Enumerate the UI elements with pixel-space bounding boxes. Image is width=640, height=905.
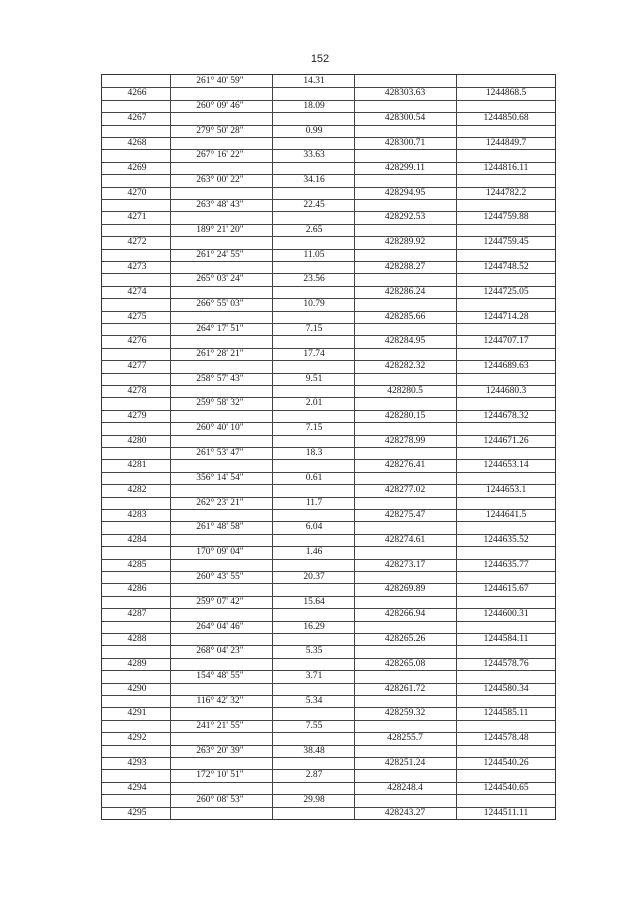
direction-angle-cell: 154° 48' 55" [196,671,244,682]
distance-cell: 11.7 [305,497,323,508]
y-coordinate-cell: 1244653.14 [483,460,529,471]
point-number-cell: 4282 [127,485,147,496]
y-coordinate-cell: 1244641.5 [485,510,527,520]
x-coordinate-cell: 428278.99 [384,435,426,446]
point-number-cell: 4280 [127,435,147,446]
x-coordinate-cell: 428284.95 [384,336,426,347]
point-number-cell: 4266 [127,88,147,99]
y-coordinate-cell: 1244671.26 [483,435,529,446]
x-coordinate-cell: 428299.11 [384,162,426,173]
direction-angle-cell: 241° 21' 55" [196,720,244,731]
x-coordinate-cell: 428275.47 [384,510,426,520]
point-number-cell: 4269 [127,162,147,173]
distance-cell: 7.15 [305,324,323,334]
y-coordinate-cell: 1244635.52 [483,534,529,545]
distance-cell: 18.09 [303,100,325,111]
x-coordinate-cell: 428251.24 [384,758,426,768]
x-coordinate-cell: 428294.95 [384,187,426,198]
y-coordinate-cell: 1244615.67 [483,584,529,595]
y-coordinate-cell: 1244578.48 [483,733,529,744]
x-coordinate-cell: 428280.5 [387,386,423,396]
distance-cell: 3.71 [305,671,323,682]
x-coordinate-cell: 428292.53 [384,212,426,223]
x-coordinate-cell: 428300.71 [384,138,426,148]
point-number-cell: 4284 [127,534,147,545]
y-coordinate-cell: 1244678.32 [483,410,529,421]
point-number-cell: 4286 [127,584,147,595]
point-number-cell: 4295 [127,807,147,818]
x-coordinate-cell: 428259.32 [384,708,426,719]
direction-angle-cell: 261° 28' 21" [196,348,244,359]
point-number-cell: 4279 [127,410,147,421]
point-number-cell: 4285 [127,559,147,570]
direction-angle-cell: 265° 03' 24" [196,274,244,285]
point-number-cell: 4275 [127,311,147,322]
direction-angle-cell: 264° 17' 51" [196,324,244,334]
distance-cell: 38.48 [303,745,325,756]
distance-cell: 33.63 [303,150,325,161]
distance-cell: 11.05 [303,249,325,260]
distance-cell: 0.61 [305,472,323,483]
y-coordinate-cell: 1244580.34 [483,683,529,694]
x-coordinate-cell: 428274.61 [384,534,426,545]
x-coordinate-cell: 428303.63 [384,88,426,99]
point-number-cell: 4273 [127,262,147,272]
page-number: 152 [310,53,330,65]
distance-cell: 14.31 [303,76,325,86]
y-coordinate-cell: 1244635.77 [483,559,529,570]
distance-cell: 9.51 [305,373,323,384]
y-coordinate-cell: 1244540.65 [483,782,529,793]
y-coordinate-cell: 1244680.3 [485,386,527,396]
direction-angle-cell: 259° 58' 32" [196,398,244,409]
direction-angle-cell: 261° 24' 55" [196,249,244,260]
direction-angle-cell: 262° 23' 21" [196,497,244,508]
point-number-cell: 4287 [127,609,147,620]
y-coordinate-cell: 1244584.11 [483,634,529,644]
distance-cell: 2.87 [305,770,323,781]
point-number-cell: 4270 [127,187,147,198]
y-coordinate-cell: 1244578.76 [483,658,529,669]
direction-angle-cell: 266° 55' 03" [196,299,244,310]
distance-cell: 34.16 [303,175,325,186]
y-coordinate-cell: 1244585.11 [483,708,529,719]
y-coordinate-cell: 1244748.52 [483,262,529,272]
distance-cell: 16.29 [303,621,325,632]
distance-cell: 23.56 [303,274,325,285]
distance-cell: 22.45 [303,200,325,210]
y-coordinate-cell: 1244782.2 [485,187,527,198]
distance-cell: 7.55 [305,720,323,731]
direction-angle-cell: 258° 57' 43" [196,373,244,384]
distance-cell: 2.65 [305,224,323,235]
direction-angle-cell: 260° 09' 46" [196,100,244,111]
distance-cell: 29.98 [303,795,325,806]
x-coordinate-cell: 428248.4 [387,782,423,793]
point-number-cell: 4272 [127,237,147,248]
distance-cell: 20.37 [303,572,325,582]
y-coordinate-cell: 1244707.17 [483,336,529,347]
y-coordinate-cell: 1244725.05 [483,286,529,297]
y-coordinate-cell: 1244849.7 [485,138,527,148]
point-number-cell: 4267 [127,113,147,124]
x-coordinate-cell: 428280.15 [384,410,426,421]
x-coordinate-cell: 428285.66 [384,311,426,322]
point-number-cell: 4289 [127,658,147,669]
y-coordinate-cell: 1244759.88 [483,212,529,223]
distance-cell: 6.04 [305,522,323,533]
direction-angle-cell: 260° 40' 10" [196,423,244,434]
distance-cell: 7.15 [305,423,323,434]
point-number-cell: 4288 [127,634,147,644]
distance-cell: 10.79 [303,299,325,310]
x-coordinate-cell: 428269.89 [384,584,426,595]
y-coordinate-cell: 1244653.1 [485,485,527,496]
point-number-cell: 4291 [127,708,147,719]
x-coordinate-cell: 428265.08 [384,658,426,669]
direction-angle-cell: 189° 21' 20" [196,224,244,235]
point-number-cell: 4278 [127,386,147,396]
x-coordinate-cell: 428276.41 [384,460,426,471]
distance-cell: 0.99 [305,125,323,136]
direction-angle-cell: 261° 40' 59" [196,76,244,86]
distance-cell: 17.74 [303,348,325,359]
y-coordinate-cell: 1244868.5 [485,88,527,99]
distance-cell: 1.46 [305,547,323,558]
direction-angle-cell: 261° 48' 58" [196,522,244,533]
direction-angle-cell: 268° 04' 23" [196,646,244,657]
distance-cell: 18.3 [305,448,323,458]
x-coordinate-cell: 428288.27 [384,262,426,272]
direction-angle-cell: 170° 09' 04" [196,547,244,558]
x-coordinate-cell: 428286.24 [384,286,426,297]
point-number-cell: 4276 [127,336,147,347]
point-number-cell: 4277 [127,361,147,372]
distance-cell: 5.35 [305,646,323,657]
direction-angle-cell: 260° 43' 55" [196,572,244,582]
x-coordinate-cell: 428265.26 [384,634,426,644]
point-number-cell: 4281 [127,460,147,471]
distance-cell: 2.01 [305,398,323,409]
x-coordinate-cell: 428289.92 [384,237,426,248]
direction-angle-cell: 259° 07' 42" [196,596,244,607]
y-coordinate-cell: 1244511.11 [483,807,529,818]
y-coordinate-cell: 1244850.68 [483,113,529,124]
distance-cell: 5.34 [305,696,323,706]
x-coordinate-cell: 428243.27 [384,807,426,818]
direction-angle-cell: 264° 04' 46" [196,621,244,632]
x-coordinate-cell: 428277.02 [384,485,426,496]
y-coordinate-cell: 1244600.31 [483,609,529,620]
y-coordinate-cell: 1244759.45 [483,237,529,248]
point-number-cell: 4283 [127,510,147,520]
point-number-cell: 4271 [127,212,147,223]
y-coordinate-cell: 1244816.11 [483,162,529,173]
x-coordinate-cell: 428266.94 [384,609,426,620]
direction-angle-cell: 261° 53' 47" [196,448,244,458]
x-coordinate-cell: 428300.54 [384,113,426,124]
direction-angle-cell: 172° 10' 51" [196,770,244,781]
point-number-cell: 4292 [127,733,147,744]
direction-angle-cell: 267° 16' 22" [196,150,244,161]
y-coordinate-cell: 1244540.26 [483,758,529,768]
point-number-cell: 4274 [127,286,147,297]
point-number-cell: 4294 [127,782,147,793]
point-number-cell: 4268 [127,138,147,148]
point-number-cell: 4290 [127,683,147,694]
y-coordinate-cell: 1244689.63 [483,361,529,372]
direction-angle-cell: 263° 20' 39" [196,745,244,756]
coordinates-table [101,74,556,820]
point-number-cell: 4293 [127,758,147,768]
distance-cell: 15.64 [303,596,325,607]
x-coordinate-cell: 428255.7 [387,733,423,744]
direction-angle-cell: 356° 14' 54" [196,472,244,483]
direction-angle-cell: 116° 42' 32" [196,696,244,706]
direction-angle-cell: 260° 08' 53" [196,795,244,806]
y-coordinate-cell: 1244714.28 [483,311,529,322]
x-coordinate-cell: 428273.17 [384,559,426,570]
direction-angle-cell: 263° 48' 43" [196,200,244,210]
direction-angle-cell: 279° 50' 28" [196,125,244,136]
x-coordinate-cell: 428261.72 [384,683,426,694]
x-coordinate-cell: 428282.32 [384,361,426,372]
direction-angle-cell: 263° 00' 22" [196,175,244,186]
